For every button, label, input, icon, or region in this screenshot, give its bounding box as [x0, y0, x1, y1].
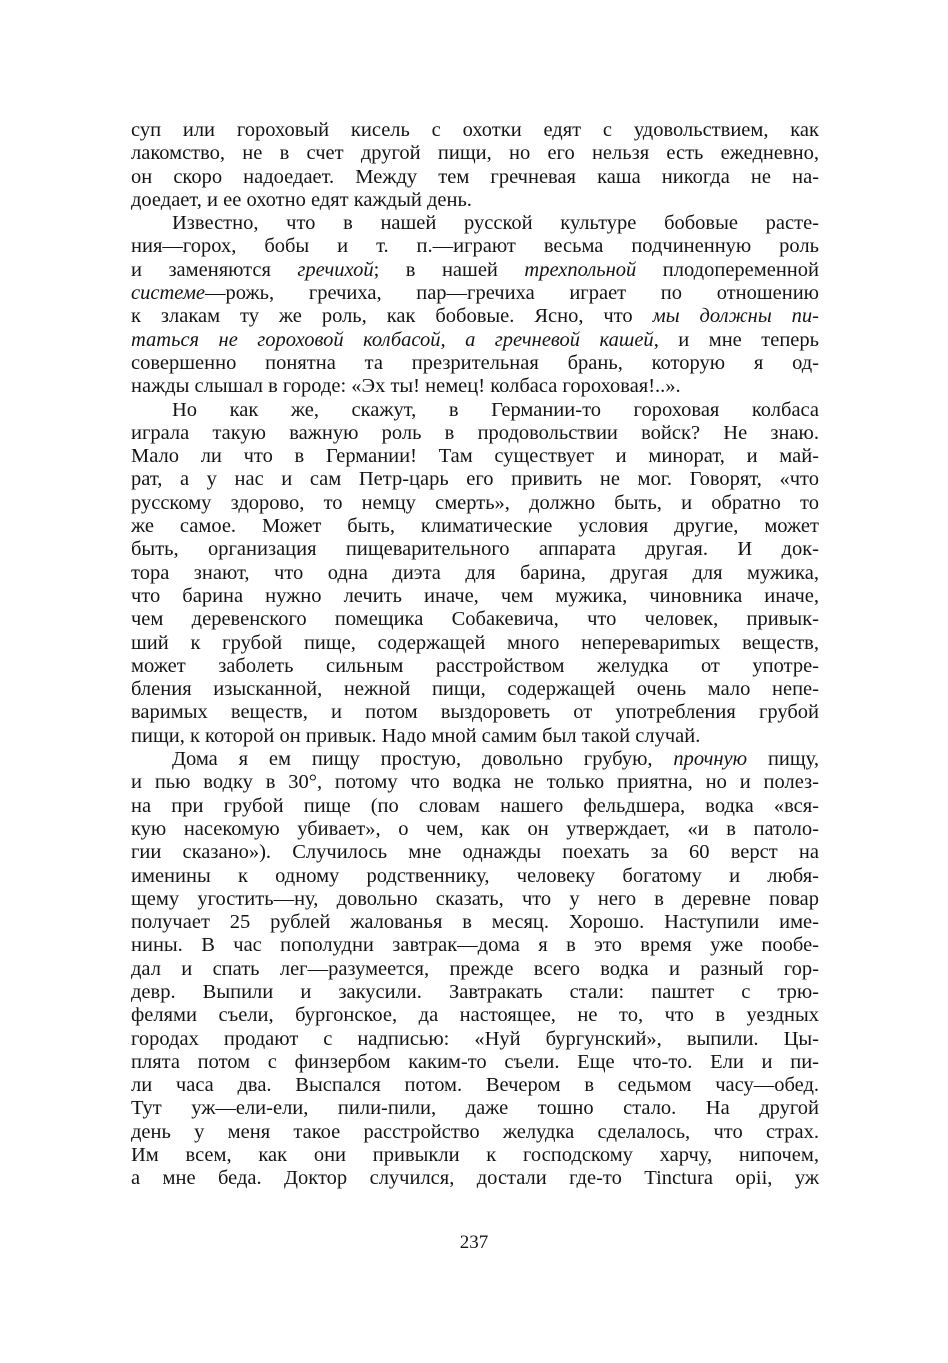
text-line: русскому здорово, то немцу смерть», должно быть, и обратно то [131, 491, 819, 514]
text-line: девр. Выпили и закусили. Завтракать стали: паштет с трю- [131, 980, 819, 1003]
text-line: быть, организация пищеварительного аппарата другая. И док- [131, 538, 819, 561]
text-line: таться не гороховой колбасой, а гречневой кашей, и мне теперь [131, 328, 819, 351]
text-line: играла такую важную роль в продовольствии войск? Не знаю. [131, 421, 819, 444]
text-line: фелями съели, бургонское, да настоящее, не то, что в уездных [131, 1004, 819, 1027]
text-line: на при грубой пище (по словам нашего фельдшера, водка «вся- [131, 794, 819, 817]
text-line: получает 25 рублей жалованья в месяц. Хорошо. Наступили име- [131, 911, 819, 934]
text-line: доедает, и ее охотно едят каждый день. [131, 188, 472, 211]
paragraph [131, 119, 819, 212]
paragraph [131, 748, 819, 1191]
text-line: может заболеть сильным расстройством желудка от употре- [131, 654, 819, 677]
text-line: именины к одному родственнику, человеку богатому и любя- [131, 864, 819, 887]
text-line: кую насекомую убивает», о чем, как он утверждает, «и в патоло- [131, 817, 819, 840]
text-line: тора знают, что одна диэта для барина, другая для мужика, [131, 561, 819, 584]
text-line: суп или гороховый кисель с охотки едят с удовольствием, как [131, 119, 819, 141]
text-line: плята потом с финзербом каким-то съели. Еще что-то. Ели и пи- [131, 1050, 819, 1073]
text-line: ший к грубой пище, содержащей много неперевариmых веществ, [131, 631, 819, 654]
text-line: бления изысканной, нежной пищи, содержащей очень мало непе- [131, 678, 819, 701]
text-line: Им всем, как они привыкли к господскому харчу, нипочем, [131, 1144, 819, 1167]
text-line: пищи, к которой он привык. Надо мной самим был такой случай. [131, 724, 701, 747]
text-line: к злакам ту же роль, как бобовые. Ясно, что мы должны пи- [131, 305, 819, 328]
text-line: гии сказано»). Случилось мне однажды поехать за 60 верст на [131, 841, 819, 864]
text-line: ния—горох, бобы и т. п.—играют весьма подчиненную роль [131, 235, 819, 258]
paragraph [131, 212, 819, 398]
text-line: нажды слышал в городе: «Эх ты! немец! колбаса гороховая!..». [131, 375, 681, 398]
text-line: же самое. Может быть, климатические условия другие, может [131, 515, 819, 538]
text-line: день у меня такое расстройство желудка сделалось, что страх. [131, 1120, 819, 1143]
text-line: чем деревенского помещика Собакевича, что человек, привык- [131, 608, 819, 631]
text-line: и пью водку в 30°, потому что водка не только приятна, но и полез- [131, 771, 819, 794]
text-line: и заменяются гречихой; в нашей трехпольной плодопеременной [131, 258, 819, 281]
text-line: Но как же, скажут, в Германии-то гороховая колбаса [172, 398, 819, 421]
text-line: варимых веществ, и потом выздороветь от употребления грубой [131, 701, 819, 724]
text-line: лакомство, не в счет другой пищи, но его нельзя есть ежедневно, [131, 142, 819, 165]
paragraph [131, 399, 819, 748]
text-line: совершенно понятна та презрительная брань, которую я од- [131, 351, 819, 374]
text-line: а мне беда. Доктор случился, достали где-то Tinctura opii, уж [131, 1167, 819, 1190]
body-text [131, 119, 819, 1191]
text-line: системе—рожь, гречиха, пар—гречиха играет по отношению [131, 282, 819, 305]
text-line: нины. В час пополудни завтрак—дома я в это время уже пообе- [131, 934, 819, 957]
text-line: щему угостить—ну, довольно сказать, что у него в деревне повар [131, 887, 819, 910]
text-line: Тут уж—ели-ели, пили-пили, даже тошно стало. На другой [131, 1097, 819, 1120]
text-line: Мало ли что в Германии! Там существует и минорат, и май- [131, 445, 819, 468]
text-line: рат, а у нас и сам Петр-царь его привить не мог. Говорят, «что [131, 468, 819, 491]
text-line: он скоро надоедает. Между тем гречневая каша никогда не на- [131, 165, 819, 188]
text-line: ли часа два. Выспался потом. Вечером в седьмом часу—обед. [131, 1074, 819, 1097]
text-line: Известно, что в нашей русской культуре бобовые расте- [172, 212, 819, 235]
page-number: 237 [459, 1232, 489, 1253]
text-line: что барина нужно лечить иначе, чем мужика, чиновника иначе, [131, 584, 819, 607]
text-line: Дома я ем пищу простую, довольно грубую, прочную пищу, [172, 748, 819, 771]
text-line: городах продают с надписью: «Нуй бургунский», выпили. Цы- [131, 1027, 819, 1050]
text-line: дал и спать лег—разумеется, прежде всего водка и разный гор- [131, 957, 819, 980]
